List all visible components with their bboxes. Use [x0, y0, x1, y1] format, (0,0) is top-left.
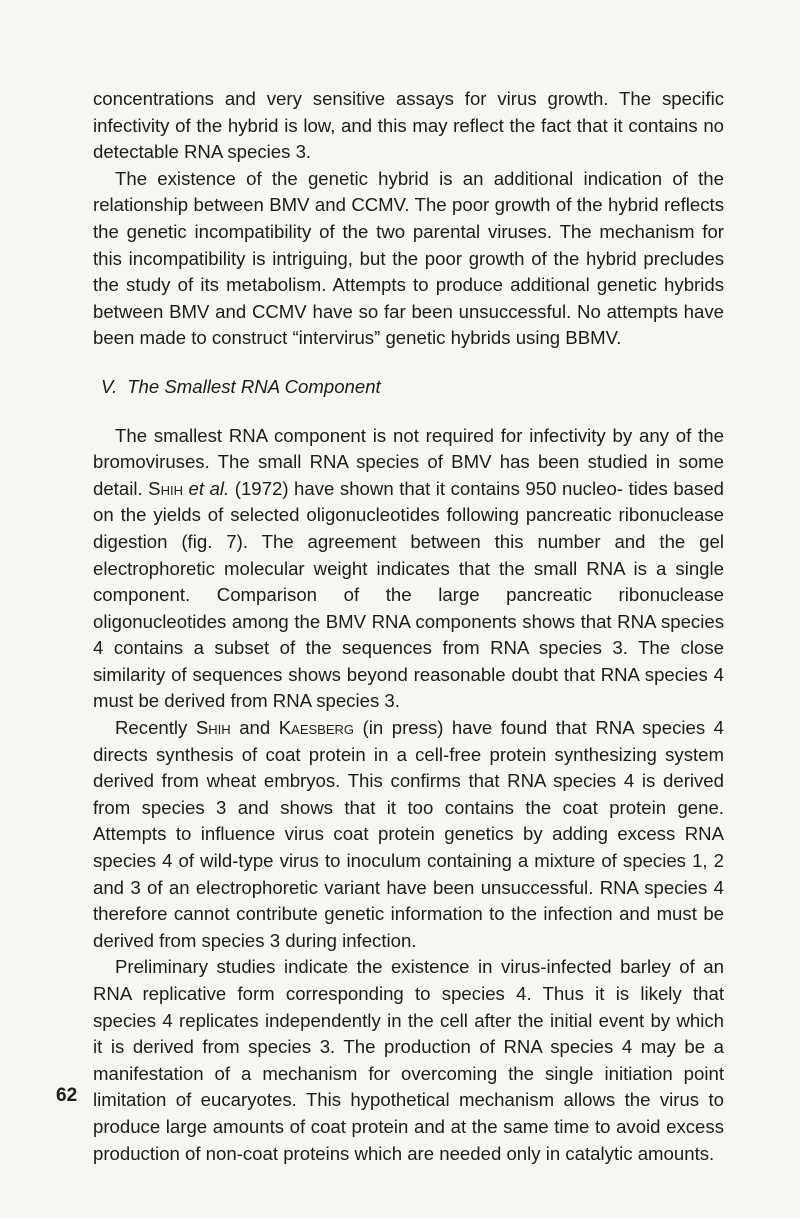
author-name: Shih	[148, 477, 183, 499]
paragraph-4-text-a: Recently	[115, 717, 196, 739]
paragraph-5: Preliminary studies indicate the existence in virus-infected barley of an RNA replicative form corresponding to species 4. Thus it is likely that species 4 replicates independently in the cell after the initial event by which it is derived from species 3. The production of RNA species 4 may be a manifestation of a mechanism for overcoming the single initiation point limitation of eucaryotes. This hypothetical mechanism allows the virus to produce large amounts of coat protein and at the same time to avoid excess production of non-coat proteins which are needed only in catalytic amounts.	[93, 956, 724, 1164]
paragraph-1: concentrations and very sensitive assays for virus growth. The specific infectivity of the hybrid is low, and this may reflect the fact that it contains no detectable RNA species 3.	[93, 88, 724, 163]
et-al: et al.	[182, 477, 230, 499]
page-body	[93, 86, 724, 1167]
section-heading	[101, 374, 724, 401]
paragraph-4-text-b: (in press) have found that RNA species 4 directs synthesis of coat protein in a cell-free protein synthesizing system derived from wheat embryos. This confirms that RNA species 4 is derived from species 3 and shows that it too contains the coat protein gene. Attempts to influence virus coat protein genetics by adding excess RNA species 4 of wild-type virus to inoculum containing a mixture of species 1, 2 and 3 of an electrophoretic variant have been unsuccessful. RNA species 4 therefore cannot contribute genetic information to the infection and must be derived from species 3 during infection.	[93, 717, 724, 951]
paragraph-3	[93, 423, 724, 716]
paragraph-3-text-b: (1972) have shown that it contains 950 nucleo- tides based on the yields of selected oligonucleotides following pancreatic ribonuclease digestion (fig. 7). The agreement between this number and the gel electrophoretic molecular weight indicates that the small RNA is a single component. Comparison of the large pancreatic ribonuclease oligonucleotides among the BMV RNA components shows that RNA species 4 contains a subset of the sequences from RNA species 3. The close similarity of sequences shows beyond reasonable doubt that RNA species 4 must be derived from RNA species 3.	[93, 477, 724, 712]
paragraph-4	[93, 715, 724, 954]
page-number: 62	[56, 1085, 78, 1106]
author-name: Kaesberg	[278, 717, 355, 739]
paragraph-3-text-a: The smallest RNA component is not required for infectivity by any of the bromoviruses. The small RNA species of BMV has been studied in some detail.	[93, 424, 724, 499]
paragraph-2: The existence of the genetic hybrid is an additional indication of the relationship between BMV and CCMV. The poor growth of the hybrid reflects the genetic incompatibility of the two parental viruses. The mechanism for this incompatibility is intriguing, but the poor growth of the hybrid precludes the study of its metabolism. Attempts to produce additional genetic hybrids between BMV and CCMV have so far been unsuccessful. No attempts have been made to construct “intervirus” genetic hybrids using BBMV.	[93, 167, 724, 349]
author-name: Shih	[195, 717, 231, 739]
section-number: V.	[101, 375, 118, 397]
paragraph-4-conjunction: and	[230, 717, 279, 739]
section-title: The Smallest RNA Component	[127, 375, 381, 397]
